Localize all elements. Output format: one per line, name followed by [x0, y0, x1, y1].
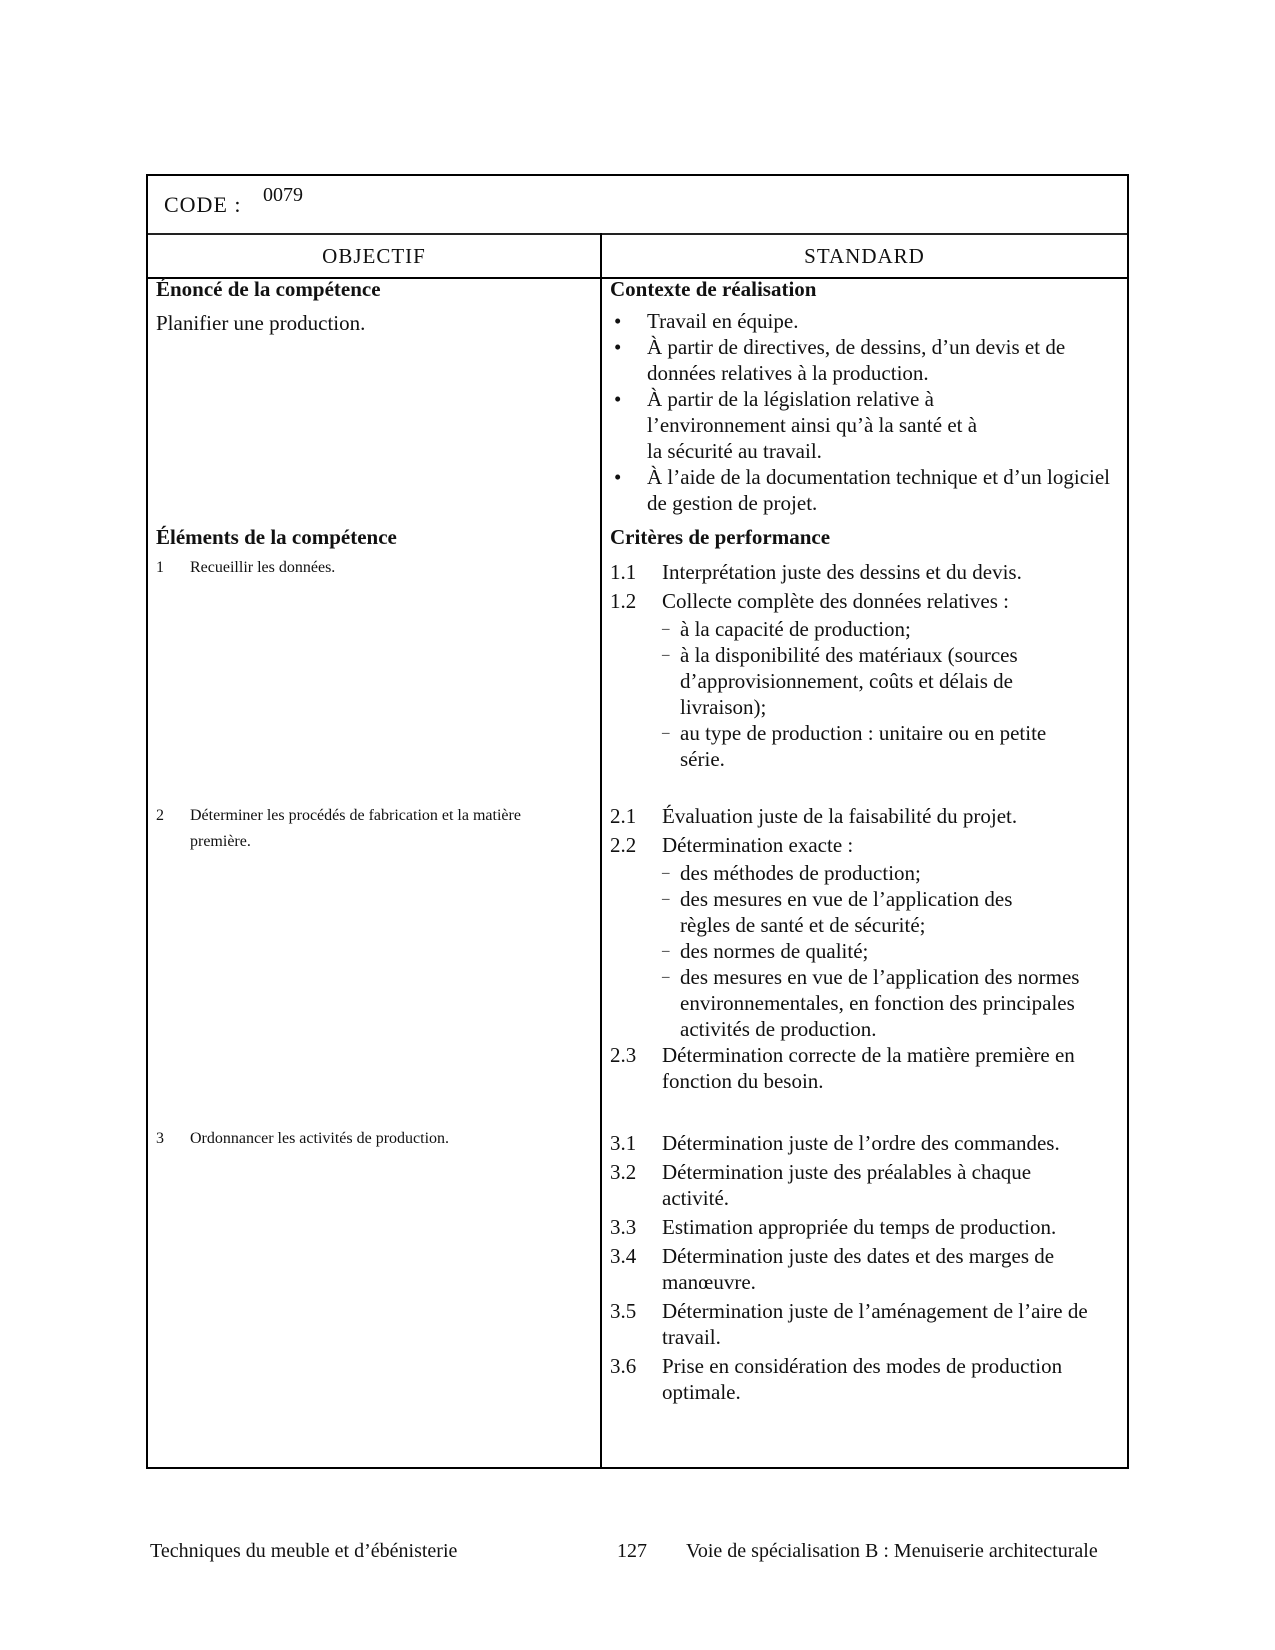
column-header-row	[148, 233, 1127, 279]
objectif-column	[156, 276, 594, 336]
dash-icon: –	[662, 891, 670, 907]
sub-item: – des mesures en vue de l’application des normes environnementales, en fonction des principales activités de production.	[662, 965, 1080, 1041]
dash-icon: –	[662, 725, 670, 741]
dash-icon: –	[662, 865, 670, 881]
critere-3-4: 3.4 Détermination juste des dates et des marges de manœuvre.	[610, 1244, 1055, 1294]
sub-item: – au type de production : unitaire ou en petite série.	[662, 721, 1047, 771]
contexte-item: • Travail en équipe.	[614, 309, 799, 333]
competency-table	[146, 174, 1129, 1469]
code-row	[148, 176, 1127, 235]
standard-header: STANDARD	[804, 244, 925, 268]
page-number: 127	[617, 1540, 647, 1562]
sub-item: – des normes de qualité;	[662, 939, 869, 963]
element-3	[156, 1130, 594, 1148]
dash-icon: –	[662, 969, 670, 985]
critere-2-2: 2.2 Détermination exacte :	[610, 833, 854, 857]
footer-specialization: Voie de spécialisation B : Menuiserie architecturale	[686, 1540, 1098, 1562]
element-2	[156, 803, 594, 855]
contexte-item: • À partir de la législation relative à l’environnement ainsi qu’à la santé et à la sécurité au travail.	[614, 387, 978, 463]
element-number: 3	[156, 1130, 164, 1147]
criteres-title: Critères de performance	[610, 525, 831, 549]
critere-1-2: 1.2 Collecte complète des données relatives :	[610, 589, 1009, 613]
sub-item: – des méthodes de production;	[662, 861, 921, 885]
critere-3-3: 3.3 Estimation appropriée du temps de production.	[610, 1215, 1057, 1239]
criteres-group-2	[610, 803, 1120, 1094]
critere-1-2-sublist	[610, 616, 1120, 772]
sub-item: – à la capacité de production;	[662, 617, 911, 641]
critere-3-1: 3.1 Détermination juste de l’ordre des commandes.	[610, 1131, 1060, 1155]
dash-icon: –	[662, 647, 670, 663]
enonce-title: Énoncé de la compétence	[156, 277, 381, 301]
dash-icon: –	[662, 621, 670, 637]
element-text: Déterminer les procédés de fabrication et la matière première.	[190, 807, 521, 850]
criteres-group-1	[610, 559, 1120, 772]
contexte-title: Contexte de réalisation	[610, 277, 817, 301]
contexte-item: • À l’aide de la documentation technique et d’un logiciel de gestion de projet.	[614, 465, 1111, 515]
critere-2-3: 2.3 Détermination correcte de la matière première en fonction du besoin.	[610, 1043, 1075, 1093]
elements-title: Éléments de la compétence	[156, 525, 397, 549]
column-divider	[600, 233, 602, 1467]
bullet-icon: •	[614, 465, 622, 489]
bullet-icon: •	[614, 335, 622, 359]
critere-3-2: 3.2 Détermination juste des préalables à chaque activité.	[610, 1160, 1032, 1210]
element-text: Recueillir les données.	[190, 559, 336, 576]
critere-3-5: 3.5 Détermination juste de l’aménagement de l’aire de travail.	[610, 1299, 1088, 1349]
enonce-text: Planifier une production.	[156, 311, 366, 335]
element-text: Ordonnancer les activités de production.	[190, 1130, 450, 1147]
bullet-icon: •	[614, 387, 622, 411]
contexte-item: • À partir de directives, de dessins, d’un devis et de données relatives à la production.	[614, 335, 1066, 385]
element-1	[156, 559, 594, 577]
objectif-header: OBJECTIF	[322, 244, 426, 268]
standard-column	[610, 276, 1120, 516]
critere-2-2-sublist	[610, 860, 1120, 1042]
code-value: 0079	[263, 184, 303, 206]
sub-item: – à la disponibilité des matériaux (sources d’approvisionnement, coûts et délais de livraison);	[662, 643, 1018, 719]
footer-program-title: Techniques du meuble et d’ébénisterie	[150, 1540, 458, 1562]
element-number: 2	[156, 807, 164, 824]
element-number: 1	[156, 559, 164, 576]
critere-1-1: 1.1 Interprétation juste des dessins et du devis.	[610, 560, 1022, 584]
sub-item: – des mesures en vue de l’application des règles de santé et de sécurité;	[662, 887, 1013, 937]
dash-icon: –	[662, 943, 670, 959]
criteres-group-3	[610, 1130, 1120, 1405]
bullet-icon: •	[614, 309, 622, 333]
contexte-list	[610, 308, 1120, 516]
critere-2-1: 2.1 Évaluation juste de la faisabilité du projet.	[610, 804, 1018, 828]
critere-3-6: 3.6 Prise en considération des modes de production optimale.	[610, 1354, 1063, 1404]
code-label: CODE :	[164, 192, 242, 217]
